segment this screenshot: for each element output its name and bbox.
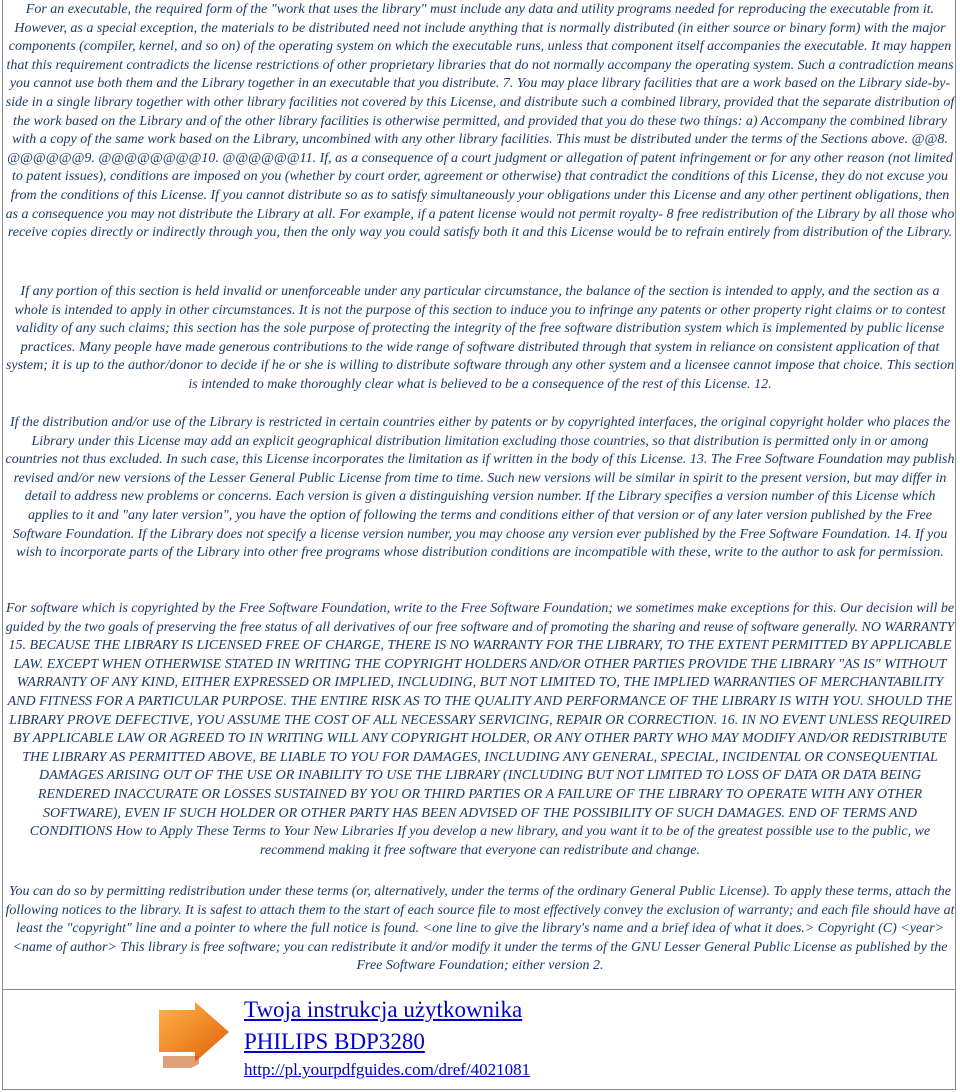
orange-arrow-icon xyxy=(155,998,231,1068)
footer-banner xyxy=(0,990,960,1092)
license-paragraph-4: For software which is copyrighted by the Free Software Foundation, write to the Free Software Foundation; we sometimes make exceptions for this. Our decision will be guided by the two goals of preserving the free status of all derivatives of our free software and of promoting the sharing and reuse of software generally. NO WARRANTY 15. BECAUSE THE LIBRARY IS LICENSED FREE OF CHARGE, THERE IS NO WARRANTY FOR THE LIBRARY, TO THE EXTENT PERMITTED BY APPLICABLE LAW. EXCEPT WHEN OTHERWISE STATED IN WRITING THE COPYRIGHT HOLDERS AND/OR OTHER PARTIES PROVIDE THE LIBRARY "AS IS" WITHOUT WARRANTY OF ANY KIND, EITHER EXPRESSED OR IMPLIED, INCLUDING, BUT NOT LIMITED TO, THE IMPLIED WARRANTIES OF MERCHANTABILITY AND FITNESS FOR A PARTICULAR PURPOSE. THE ENTIRE RISK AS TO THE QUALITY AND PERFORMANCE OF THE LIBRARY IS WITH YOU. SHOULD THE LIBRARY PROVE DEFECTIVE, YOU ASSUME THE COST OF ALL NECESSARY SERVICING, REPAIR OR CORRECTION. 16. IN NO EVENT UNLESS REQUIRED BY APPLICABLE LAW OR AGREED TO IN WRITING WILL ANY COPYRIGHT HOLDER, OR ANY OTHER PARTY WHO MAY MODIFY AND/OR REDISTRIBUTE THE LIBRARY AS PERMITTED ABOVE, BE LIABLE TO YOU FOR DAMAGES, INCLUDING ANY GENERAL, SPECIAL, INCIDENTAL OR CONSEQUENTIAL DAMAGES ARISING OUT OF THE USE OR INABILITY TO USE THE LIBRARY (INCLUDING BUT NOT LIMITED TO LOSS OF DATA OR DATA BEING RENDERED INACCURATE OR LOSSES SUSTAINED BY YOU OR THIRD PARTIES OR A FAILURE OF THE LIBRARY TO OPERATE WITH ANY OTHER SOFTWARE), EVEN IF SUCH HOLDER OR OTHER PARTY HAS BEEN ADVISED OF THE POSSIBILITY OF SUCH DAMAGES. END OF TERMS AND CONDITIONS How to Apply These Terms to Your New Libraries If you develop a new library, and you want it to be of the greatest possible use to the public, we recommend making it free software that everyone can redistribute and change. xyxy=(5,601,955,858)
footer-url-link[interactable]: http://pl.yourpdfguides.com/dref/4021081 xyxy=(244,1060,531,1079)
footer-title-link[interactable]: Twoja instrukcja użytkownika xyxy=(244,997,523,1022)
license-paragraph-1: For an executable, the required form of the "work that uses the library" must include any data and utility programs needed for reproducing the executable from it. However, as a special exception, the materials to be distributed need not include anything that is normally distributed (in either source or binary form) with the major components (compiler, kernel, and so on) of the operating system on which the executable runs, unless that component itself accompanies the executable. It may happen that this requirement contradicts the license restrictions of other proprietary libraries that do not normally accompany the operating system. Such a contradiction means you cannot use both them and the Library together in an executable that you distribute. 7. You may place library facilities that are a work based on the Library side-by-side in a single library together with other library facilities not covered by this License, and distribute such a combined library, provided that the separate distribution of the work based on the Library and of the other library facilities is otherwise permitted, and provided that you do these two things: a) Accompany the combined library with a copy of the same work based on the Library, uncombined with any other library facilities. This must be distributed under the terms of the Sections above. @@8. @@@@@@9. @@@@@@@@10. @@@@@@11. If, as a consequence of a court judgment or allegation of patent infringement or for any other reason (not limited to patent issues), conditions are imposed on you (whether by court order, agreement or otherwise) that contradict the conditions of this License, they do not excuse you from the conditions of this License. If you cannot distribute so as to satisfy simultaneously your obligations under this License and any other pertinent obligations, then as a consequence you may not distribute the Library at all. For example, if a patent license would not permit royalty- 8 free redistribution of the Library by all those who receive copies directly or indirectly through you, then the only way you could satisfy both it and this License would be to refrain entirely from distribution of the Library. xyxy=(5,2,955,241)
license-paragraph-5: You can do so by permitting redistribution under these terms (or, alternatively, under the terms of the ordinary General Public License). To apply these terms, attach the following notices to the library. It is safest to attach them to the start of each source file to most effectively convey the exclusion of warranty; and each file should have at least the "copyright" line and a pointer to where the full notice is found. <one line to give the library's name and a brief idea of what it does.> Copyright (C) <year> <name of author> This library is free software; you can redistribute it and/or modify it under the terms of the GNU Lesser General Public License as published by the Free Software Foundation; either version 2. xyxy=(5,884,955,974)
footer-product-link[interactable]: PHILIPS BDP3280 xyxy=(244,1029,425,1054)
license-paragraph-2: If any portion of this section is held invalid or unenforceable under any particular circumstance, the balance of the section is intended to apply, and the section as a whole is intended to apply in other circumstances. It is not the purpose of this section to induce you to infringe any patents or other property right claims or to contest validity of any such claims; this section has the sole purpose of protecting the integrity of the free software distribution system which is implemented by public license practices. Many people have made generous contributions to the wide range of software distributed through that system in reliance on consistent application of that system; it is up to the author/donor to decide if he or she is willing to distribute software through any other system and a licensee cannot impose that choice. This section is intended to make thoroughly clear what is believed to be a consequence of the rest of this License. 12. xyxy=(5,284,955,392)
license-paragraph-3: If the distribution and/or use of the Library is restricted in certain countries either by patents or by copyrighted interfaces, the original copyright holder who places the Library under this License may add an explicit geographical distribution limitation excluding those countries, so that distribution is permitted only in or among countries not thus excluded. In such case, this License incorporates the limitation as if written in the body of this License. 13. The Free Software Foundation may publish revised and/or new versions of the Lesser General Public License from time to time. Such new versions will be similar in spirit to the present version, but may differ in detail to address new problems or concerns. Each version is given a distinguishing version number. If the Library specifies a version number of this License which applies to it and "any later version", you have the option of following the terms and conditions either of that version or of any later version published by the Free Software Foundation. If the Library does not specify a license version number, you may choose any version ever published by the Free Software Foundation. 14. If you wish to incorporate parts of the Library into other free programs whose distribution conditions are incompatible with these, write to the author to ask for permission. xyxy=(5,415,955,561)
